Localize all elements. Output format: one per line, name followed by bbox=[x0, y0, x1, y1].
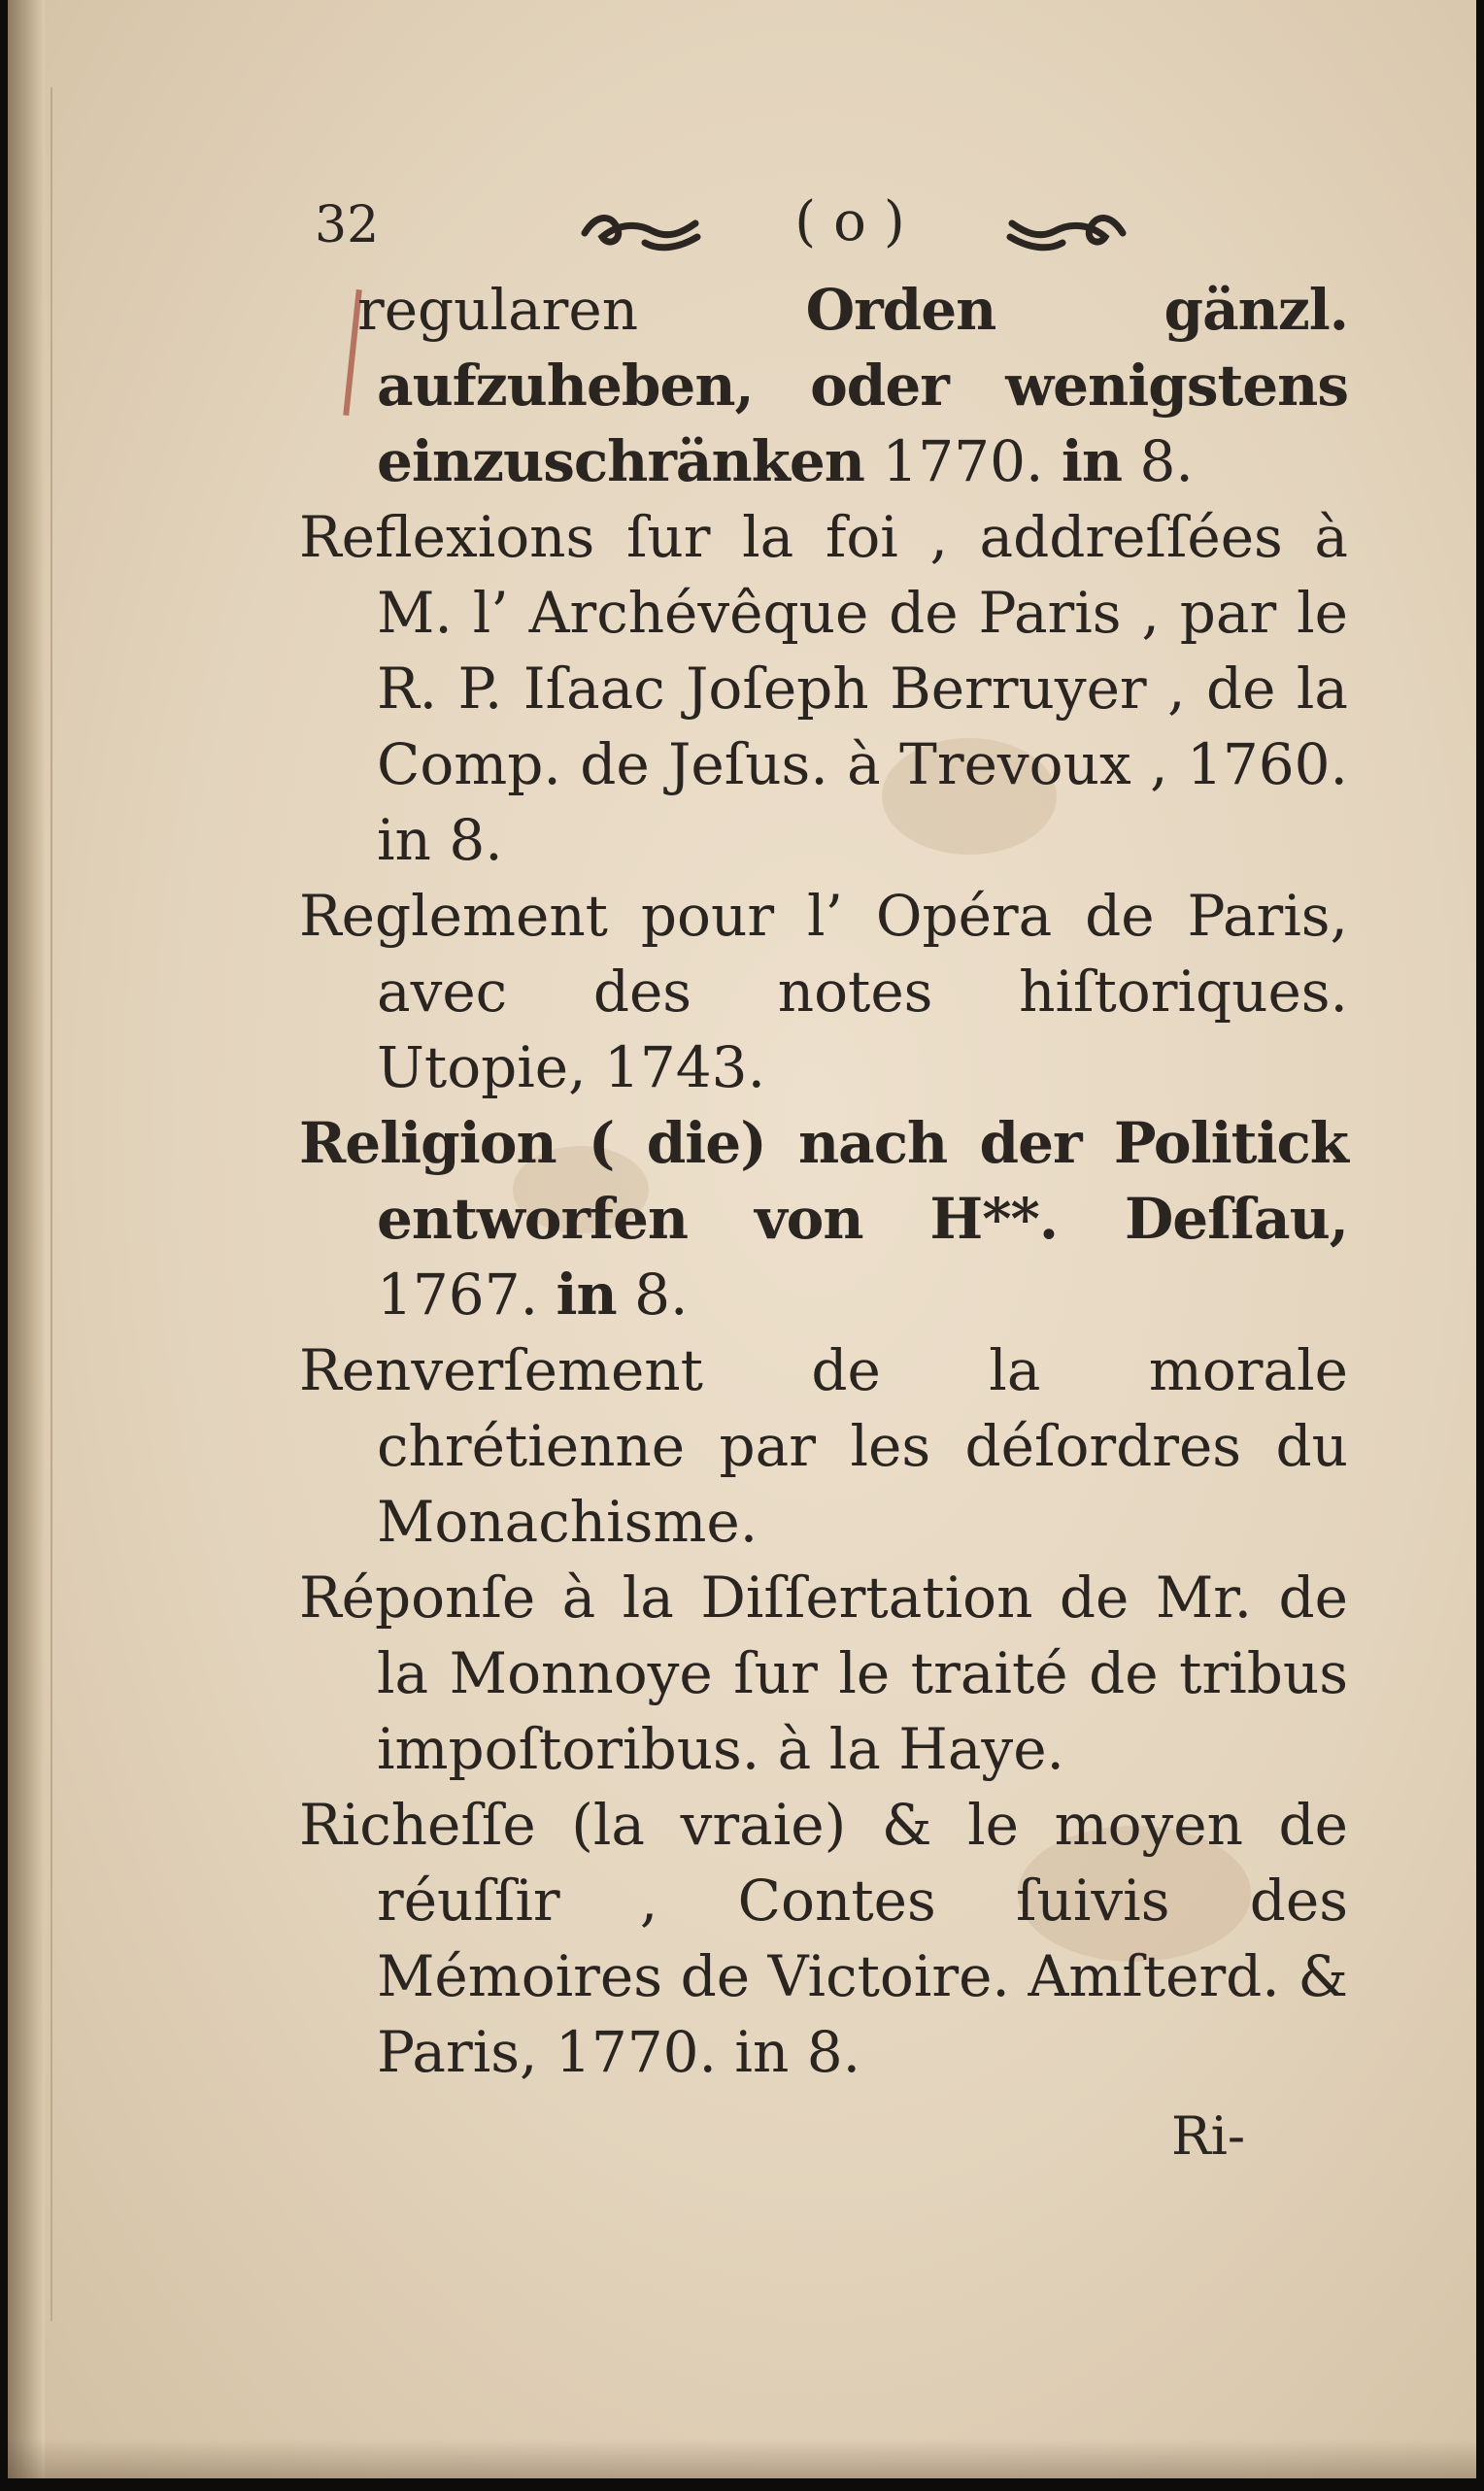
entry-year: 1767. bbox=[377, 1262, 556, 1328]
page-edge-shadow bbox=[8, 2440, 1476, 2478]
header-center-mark: (o) bbox=[794, 190, 923, 253]
left-ornament-icon bbox=[577, 204, 703, 258]
book-spine bbox=[8, 0, 45, 2478]
catalogue-entry: Richeſſe (la vraie) & le moyen de réuſſir , Contes ſuivis des Mémoires de Victoire. Amſterd. & Paris, 1770. in 8. bbox=[299, 1792, 1348, 2085]
entry-fraktur-text: Orden gänzl. aufzuheben, oder wenigstens einzuschränken bbox=[377, 277, 1348, 494]
catalogue-entry: Reglement pour l’ Opéra de Paris, avec des notes hiſtoriques. Utopie, 1743. bbox=[299, 883, 1348, 1100]
catalogue-entries bbox=[299, 272, 1348, 2090]
right-ornament-icon bbox=[1004, 204, 1130, 258]
catalogue-entry: Renverſement de la morale chrétienne par les déſordres du Monachisme. bbox=[299, 1337, 1348, 1555]
page-header bbox=[315, 190, 1344, 278]
gutter-line bbox=[51, 87, 52, 2321]
catalogue-entry bbox=[299, 272, 1348, 499]
entry-fraktur-text: in bbox=[1061, 428, 1123, 494]
entry-format: 8. bbox=[616, 1262, 689, 1328]
catalogue-entry: Reflexions ſur la foi , addreſſées à M. l’ Archévêque de Paris , par le R. P. Iſaac Joſeph Berruyer , de la Comp. de Jeſus. à Trevoux , 1760. in 8. bbox=[299, 504, 1348, 873]
entry-format: 8. bbox=[1122, 428, 1194, 494]
header-ornament-group bbox=[577, 190, 1140, 278]
entry-year: 1770. bbox=[863, 428, 1062, 494]
book-page bbox=[8, 0, 1476, 2478]
catalogue-entry: Réponſe à la Diſſertation de Mr. de la Monnoye ſur le traité de tribus impoſtoribus. à la Haye. bbox=[299, 1565, 1348, 1782]
catalogue-entry bbox=[299, 1105, 1348, 1332]
entry-fraktur-text: in bbox=[556, 1262, 617, 1328]
catchword: Ri- bbox=[1171, 2105, 1246, 2167]
entry-text: regularen bbox=[357, 277, 806, 343]
entry-fraktur-text: Religion ( die) nach der Politick entworfen von H**. Deſſau, bbox=[299, 1110, 1348, 1252]
page-number: 32 bbox=[315, 196, 380, 254]
